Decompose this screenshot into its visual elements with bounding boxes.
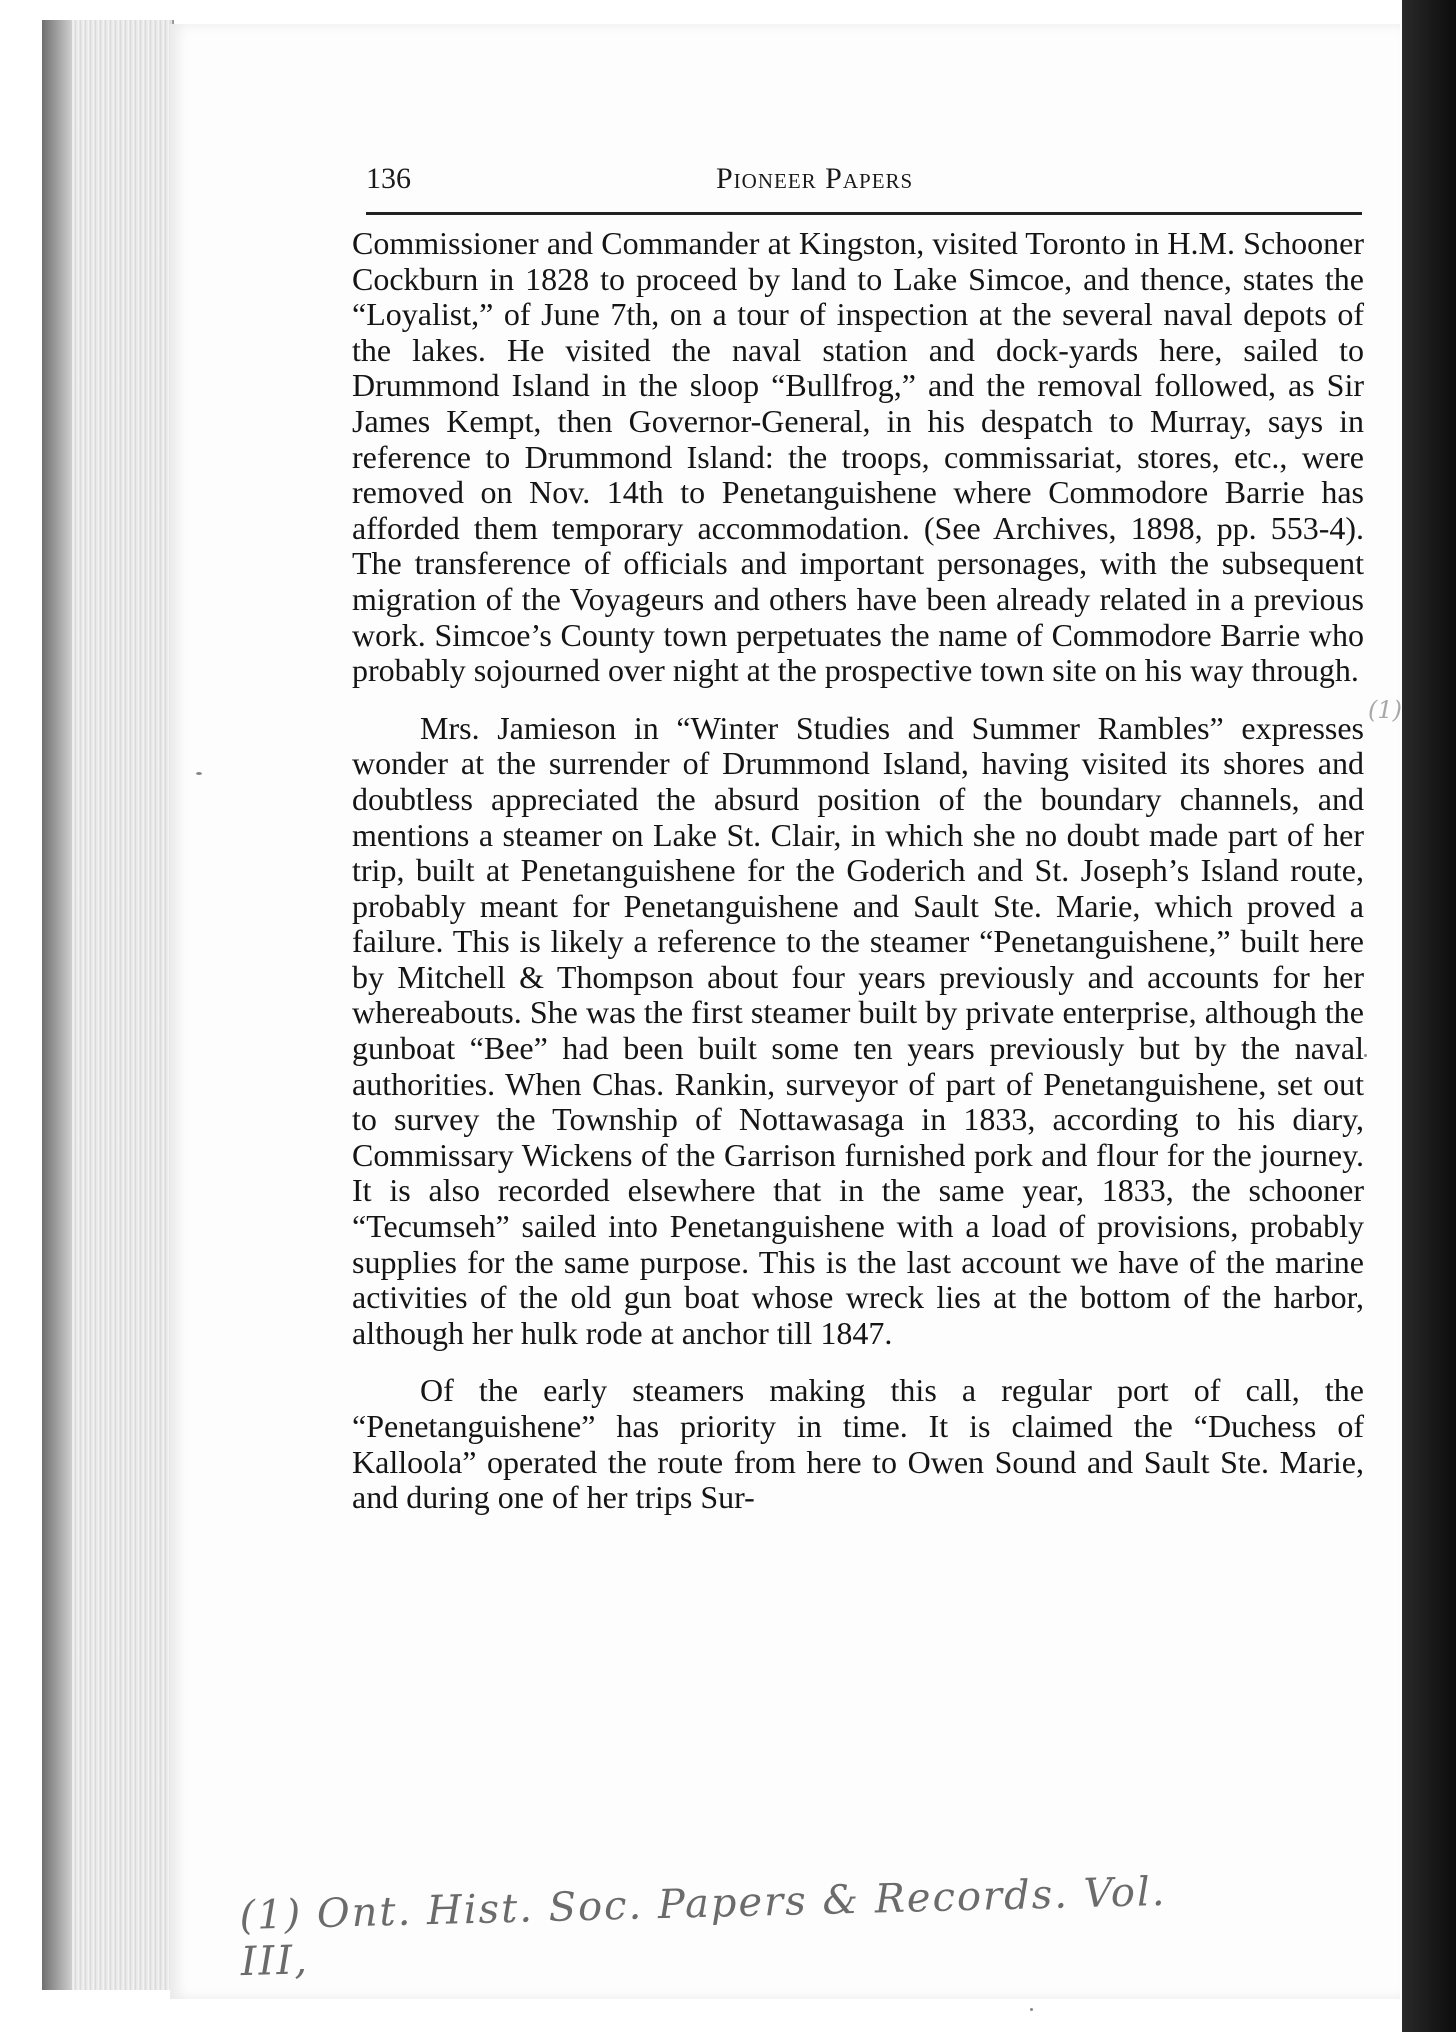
running-head: Pioneer Papers bbox=[716, 162, 914, 195]
handwritten-footnote: (1) Ont. Hist. Soc. Papers & Records. Vol. III, bbox=[238, 1868, 1168, 1986]
book-spine-shadow bbox=[42, 20, 72, 1990]
paragraph: Of the early steamers making this a regular port of call, the “Penetanguishene” has priority in time. It is claimed the “Duchess of Kalloola” operated the route from here to Owen Sound and Sault Ste. Marie, and during one of her trips Sur- bbox=[352, 1372, 1364, 1516]
paragraph: Mrs. Jamieson in “Winter Studies and Summer Rambles” expresses wonder at the surrender of Drummond Island, having visited its shores and doubtless appreciated the absurd position of the boundary channels, and mentions a steamer on Lake St. Clair, in which she no doubt made part of her trip, built at Penetanguishene for the Goderich and St. Joseph’s Island route, probably meant for Penetanguishene and Sault Ste. Marie, which proved a failure. This is likely a reference to the steamer “Penetanguishene,” built here by Mitchell & Thompson about four years previously and accounts for her whereabouts. She was the first steamer built by private enterprise, although the gunboat “Bee” had been built some ten years previously but by the naval authorities. When Chas. Rankin, surveyor of part of Penetanguishene, set out to survey the Township of Nottawasaga in 1833, according to his diary, Commissary Wickens of the Garrison furnished pork and flour for the journey. It is also recorded elsewhere that in the same year, 1833, the schooner “Tecumseh” sailed into Penetanguishene with a load of provisions, probably supplies for the same purpose. This is the last account we have of the marine activities of the old gun boat whose wreck lies at the bottom of the harbor, although her hulk rode at anchor till 1847. bbox=[352, 709, 1364, 1351]
margin-note: (1) bbox=[1368, 696, 1402, 724]
header-rule bbox=[366, 212, 1362, 215]
page-number: 136 bbox=[366, 162, 411, 195]
body-text bbox=[352, 226, 1364, 1516]
facing-page-shadow bbox=[1402, 0, 1456, 2032]
page-header bbox=[366, 156, 1356, 206]
paragraph: Commissioner and Commander at Kingston, visited Toronto in H.M. Schooner Cockburn in 1828 to proceed by land to Lake Simcoe, and thence, states the “Loyalist,” of June 7th, on a tour of inspection at the several naval depots of the lakes. He visited the naval station and dock-yards here, sailed to Drummond Island in the sloop “Bullfrog,” and the removal followed, as Sir James Kempt, then Governor-General, in his despatch to Murray, says in reference to Drummond Island: the troops, commissariat, stores, etc., were removed on Nov. 14th to Penetanguishene where Commodore Barrie has afforded them temporary accommodation. (See Archives, 1898, pp. 553-4). The transference of officials and important personages, with the subsequent migration of the Voyageurs and others have been already related in a previous work. Simcoe’s County town perpetuates the name of Commodore Barrie who probably sojourned over night at the prospective town site on his way through. bbox=[352, 225, 1364, 689]
